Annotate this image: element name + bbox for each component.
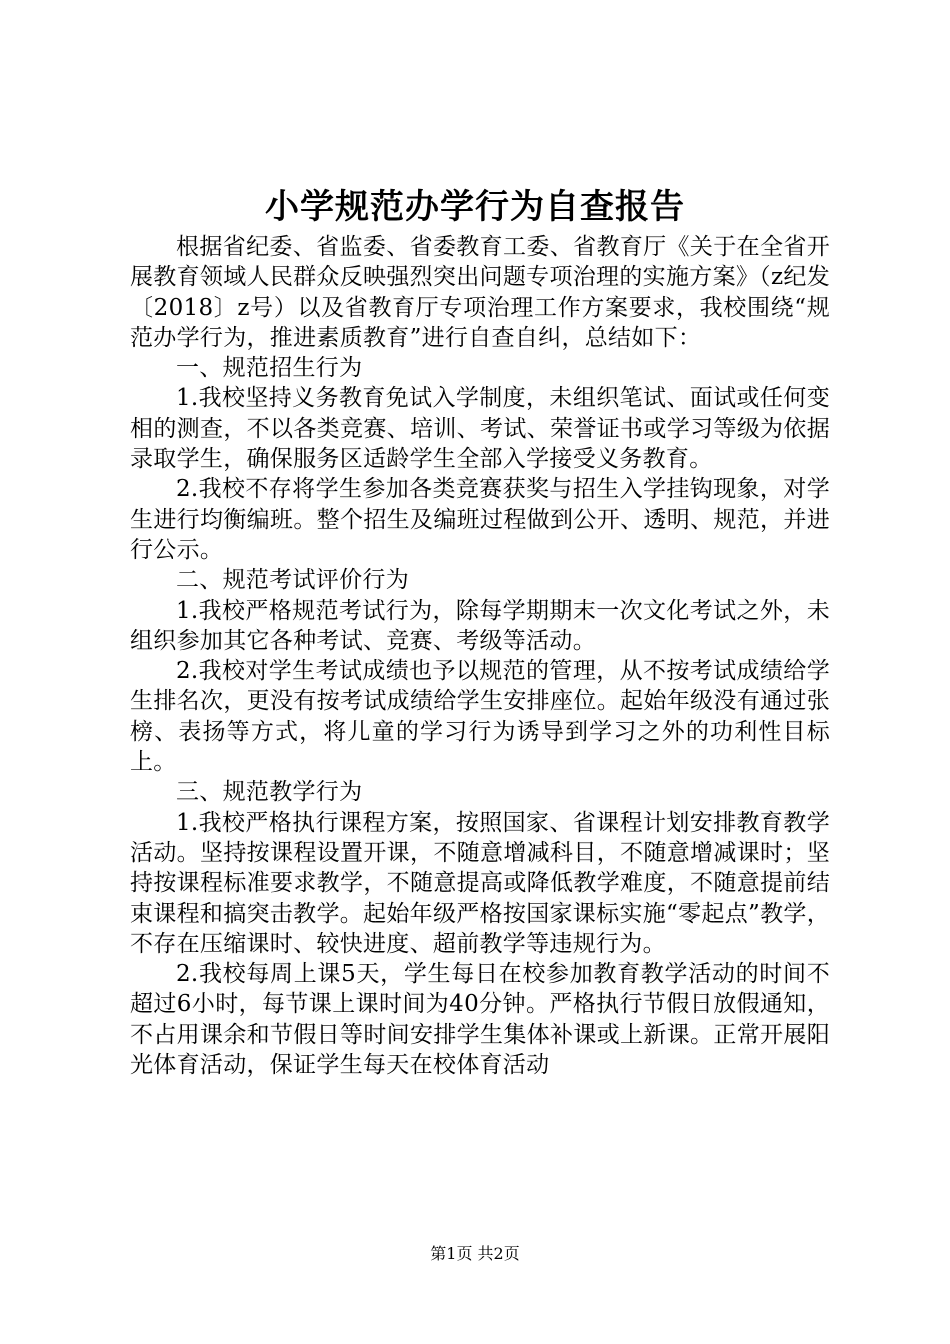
paragraph-enrollment-2: 2.我校不存将学生参加各类竞赛获奖与招生入学挂钩现象，对学生进行均衡编班。整个招生及编班过程做到公开、透明、规范，并进行公示。: [130, 476, 830, 563]
paragraph-intro: 根据省纪委、省监委、省委教育工委、省教育厅《关于在全省开展教育领域人民群众反映强烈突出问题专项治理的实施方案》（z纪发〔2018〕z号）以及省教育厅专项治理工作方案要求，我校围绕“规范办学行为，推进素质教育”进行自查自纠，总结如下：: [130, 234, 830, 351]
paragraph-exam-2: 2.我校对学生考试成绩也予以规范的管理，从不按考试成绩给学生排名次，更没有按考试成绩给学生安排座位。起始年级没有通过张榜、表扬等方式，将儿童的学习行为诱导到学习之外的功利性目标上。: [130, 658, 830, 776]
section-heading-exam: 二、规范考试评价行为: [176, 567, 409, 594]
paragraph-enrollment-1: 1.我校坚持义务教育免试入学制度，未组织笔试、面试或任何变相的测查，不以各类竞赛、培训、考试、荣誉证书或学习等级为依据录取学生，确保服务区适龄学生全部入学接受义务教育。: [130, 385, 830, 473]
page-footer: 第1页 共2页: [430, 1244, 520, 1263]
document-body: [130, 232, 830, 1080]
paragraph-exam-1: 1.我校严格规范考试行为，除每学期期末一次文化考试之外，未组织参加其它各种考试、竞赛、考级等活动。: [130, 597, 830, 654]
document-title: 小学规范办学行为自查报告: [265, 187, 685, 227]
paragraph-teaching-2: 2.我校每周上课5天，学生每日在校参加教育教学活动的时间不超过6小时，每节课上课时间为40分钟。严格执行节假日放假通知，不占用课余和节假日等时间安排学生集体补课或上新课。正常开展阳光体育活动，保证学生每天在校体育活动: [130, 961, 830, 1079]
paragraph-teaching-1: 1.我校严格执行课程方案，按照国家、省课程计划安排教育教学活动。坚持按课程设置开课，不随意增减科目，不随意增减课时；坚持按课程标准要求教学，不随意提高或降低教学难度，不随意提前结束课程和搞突击教学。起始年级严格按国家课标实施“零起点”教学，不存在压缩课时、较快进度、超前教学等违规行为。: [130, 809, 830, 957]
section-heading-teaching: 三、规范教学行为: [176, 779, 363, 806]
section-heading-enrollment: 一、规范招生行为: [176, 355, 363, 382]
